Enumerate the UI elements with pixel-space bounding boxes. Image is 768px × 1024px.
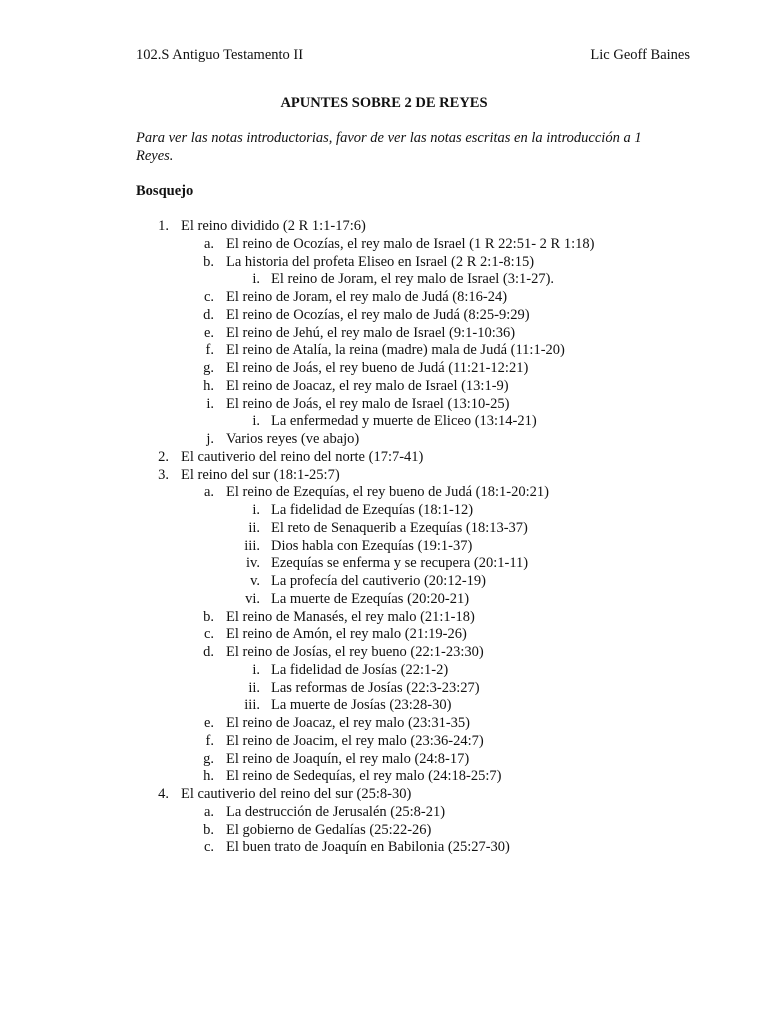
outline-item-text: El reino de Sedequías, el rey malo (24:18-25:7) (226, 768, 502, 785)
outline-item-marker: vi. (245, 590, 260, 607)
document-title: APUNTES SOBRE 2 DE REYES (280, 95, 488, 111)
outline-list (0, 218, 768, 857)
outline-item-text: El buen trato de Joaquín en Babilonia (25:27-30) (226, 839, 510, 856)
outline-item-text: Dios habla con Ezequías (19:1-37) (271, 537, 473, 554)
author-name: Lic Geoff Baines (590, 47, 690, 63)
outline-item-level-3 (0, 662, 768, 680)
outline-item-level-3 (0, 680, 768, 698)
outline-item-marker: i. (252, 271, 260, 288)
outline-item-marker: b. (203, 253, 214, 270)
outline-item-level-2 (0, 431, 768, 449)
outline-item-text: El reino de Joram, el rey malo de Israel (3:1-27). (271, 271, 555, 288)
outline-item-level-2 (0, 715, 768, 733)
outline-item-text: La fidelidad de Josías (22:1-2) (271, 661, 449, 678)
outline-item-marker: f. (205, 342, 214, 359)
outline-item-text: La muerte de Ezequías (20:20-21) (271, 590, 470, 607)
outline-item-marker: i. (252, 502, 260, 518)
outline-item-level-2 (0, 289, 768, 307)
outline-item-marker: e. (203, 324, 214, 341)
outline-item-text: El reino de Josías, el rey bueno (22:1-23:30) (226, 644, 484, 660)
outline-item-text: El reino de Ocozías, el rey malo de Israel (1 R 22:51- 2 R 1:18) (226, 235, 595, 252)
outline-item-text: El reino de Jehú, el rey malo de Israel (9:1-10:36) (226, 324, 516, 341)
outline-item-level-1 (0, 218, 768, 236)
outline-item-text: La enfermedad y muerte de Eliceo (13:14-21) (271, 413, 537, 430)
outline-item-marker: 2. (158, 448, 169, 465)
outline-item-marker: iii. (244, 697, 260, 714)
outline-item-marker: iv. (246, 555, 260, 572)
outline-item-marker: a. (203, 235, 214, 252)
outline-item-text: El reino de Joacim, el rey malo (23:36-24:7) (226, 732, 484, 749)
outline-item-level-3 (0, 502, 768, 520)
outline-item-level-2 (0, 236, 768, 254)
outline-item-level-2 (0, 768, 768, 786)
outline-item-marker: ii. (248, 519, 260, 536)
outline-item-level-3 (0, 591, 768, 609)
outline-item-marker: f. (205, 732, 214, 749)
outline-item-level-1 (0, 786, 768, 804)
outline-item-marker: 1. (158, 218, 169, 234)
outline-item-level-2 (0, 822, 768, 840)
outline-item-text: El reto de Senaquerib a Ezequías (18:13-37) (271, 519, 528, 536)
outline-item-text: Las reformas de Josías (22:3-23:27) (271, 679, 480, 696)
outline-item-level-2 (0, 804, 768, 822)
outline-item-level-2 (0, 626, 768, 644)
outline-item-level-2 (0, 360, 768, 378)
outline-heading: Bosquejo (136, 183, 194, 199)
course-code: 102.S Antiguo Testamento II (136, 47, 304, 63)
outline-item-level-2 (0, 325, 768, 343)
outline-item-level-3 (0, 413, 768, 431)
outline-item-marker: b. (203, 608, 214, 625)
outline-item-text: La muerte de Josías (23:28-30) (271, 697, 452, 714)
outline-item-level-3 (0, 697, 768, 715)
outline-item-marker: c. (203, 626, 214, 643)
outline-item-marker: ii. (248, 679, 260, 696)
outline-item-level-2 (0, 307, 768, 325)
outline-item-marker: iii. (244, 537, 260, 554)
outline-item-level-2 (0, 396, 768, 414)
outline-item-text: Varios reyes (ve abajo) (226, 431, 360, 447)
outline-item-text: El cautiverio del reino del sur (25:8-30) (181, 786, 412, 802)
outline-item-text: El reino de Joás, el rey bueno de Judá (11:21-12:21) (226, 360, 529, 376)
outline-item-text: El cautiverio del reino del norte (17:7-41) (181, 448, 424, 465)
outline-item-text: El reino de Ezequías, el rey bueno de Judá (18:1-20:21) (226, 484, 549, 501)
outline-item-text: El reino de Manasés, el rey malo (21:1-18) (226, 608, 475, 625)
outline-item-marker: e. (203, 715, 214, 731)
outline-item-marker: h. (203, 768, 214, 785)
outline-item-level-2 (0, 609, 768, 627)
outline-item-level-1 (0, 449, 768, 467)
outline-item-marker: h. (203, 377, 214, 394)
outline-item-marker: a. (203, 484, 214, 501)
outline-item-level-2 (0, 254, 768, 272)
outline-item-level-2 (0, 342, 768, 360)
outline-item-marker: g. (203, 750, 214, 767)
outline-item-marker: c. (203, 289, 214, 305)
outline-item-text: El gobierno de Gedalías (25:22-26) (226, 821, 432, 838)
outline-item-level-2 (0, 733, 768, 751)
outline-item-level-3 (0, 520, 768, 538)
outline-item-marker: 3. (158, 466, 169, 483)
outline-item-marker: d. (203, 306, 214, 323)
intro-note: Para ver las notas introductorias, favor de ver las notas escritas en la introducción a 1 Reyes. (136, 130, 642, 164)
outline-item-text: El reino de Joás, el rey malo de Israel (13:10-25) (226, 395, 510, 412)
outline-item-text: La destrucción de Jerusalén (25:8-21) (226, 803, 446, 820)
outline-item-text: El reino de Atalía, la reina (madre) mala de Judá (11:1-20) (226, 342, 565, 359)
outline-item-marker: a. (203, 803, 214, 820)
outline-item-text: Ezequías se enferma y se recupera (20:1-11) (271, 555, 529, 572)
outline-item-level-3 (0, 573, 768, 591)
outline-item-marker: j. (206, 431, 214, 447)
outline-item-text: El reino dividido (2 R 1:1-17:6) (181, 218, 366, 234)
outline-item-marker: g. (203, 360, 214, 376)
outline-item-level-3 (0, 555, 768, 573)
outline-item-level-2 (0, 751, 768, 769)
outline-item-level-2 (0, 839, 768, 857)
outline-item-text: El reino de Joacaz, el rey malo (23:31-35) (226, 715, 470, 731)
outline-item-marker: v. (250, 573, 260, 589)
outline-item-level-2 (0, 378, 768, 396)
outline-item-text: La fidelidad de Ezequías (18:1-12) (271, 502, 474, 518)
outline-item-marker: c. (203, 839, 214, 856)
outline-item-marker: i. (252, 413, 260, 430)
outline-item-marker: b. (203, 821, 214, 838)
outline-item-marker: i. (252, 661, 260, 678)
outline-item-text: La historia del profeta Eliseo en Israel (2 R 2:1-8:15) (226, 253, 535, 270)
outline-item-level-3 (0, 271, 768, 289)
outline-item-level-2 (0, 484, 768, 502)
outline-item-text: La profecía del cautiverio (20:12-19) (271, 573, 486, 589)
outline-item-level-2 (0, 644, 768, 662)
outline-item-level-1 (0, 467, 768, 485)
outline-item-marker: 4. (158, 786, 169, 802)
outline-item-text: El reino de Ocozías, el rey malo de Judá (8:25-9:29) (226, 306, 530, 323)
page-header (136, 47, 690, 67)
outline-item-marker: i. (206, 395, 214, 412)
outline-item-level-3 (0, 538, 768, 556)
outline-item-text: El reino de Amón, el rey malo (21:19-26) (226, 626, 467, 643)
outline-item-text: El reino de Joaquín, el rey malo (24:8-17) (226, 750, 470, 767)
outline-item-marker: d. (203, 644, 214, 660)
outline-item-text: El reino de Joram, el rey malo de Judá (8:16-24) (226, 289, 508, 305)
outline-item-text: El reino del sur (18:1-25:7) (181, 466, 340, 483)
outline-item-text: El reino de Joacaz, el rey malo de Israel (13:1-9) (226, 377, 509, 394)
